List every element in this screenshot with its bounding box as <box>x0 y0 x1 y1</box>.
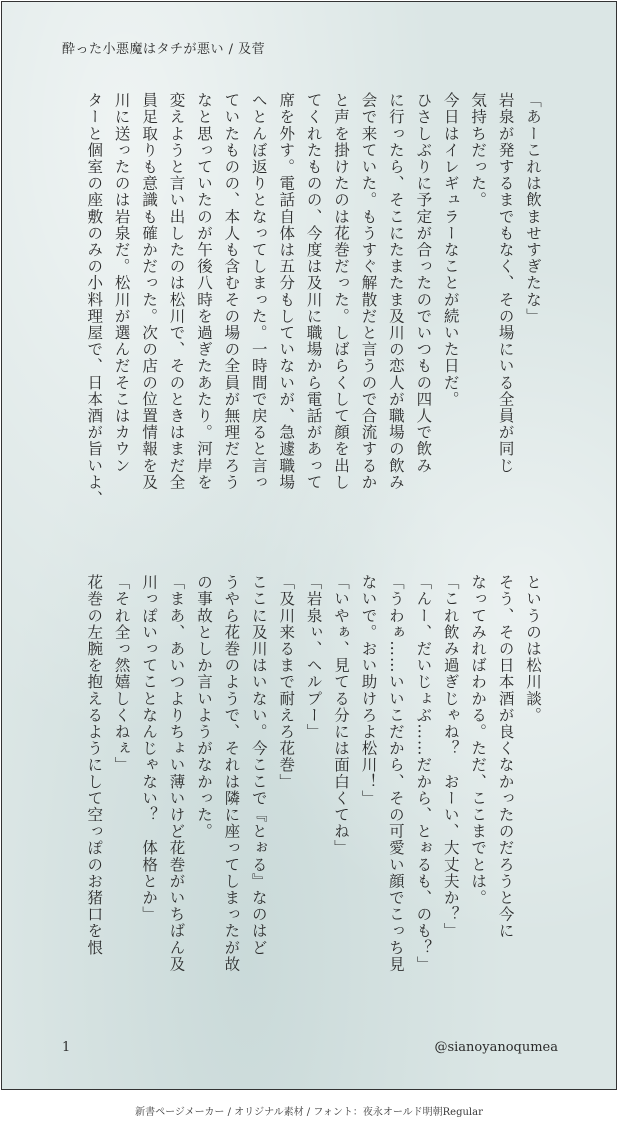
credit-line: 新書ページメーカー / オリジナル素材 / フォント：夜永オールド明朝Regular <box>135 1107 483 1118</box>
text-line: てくれたものの、今度は及川に職場から電話があって <box>304 92 323 491</box>
text-line: 「んー、だいじょぶ……だから、とぉるも、のも？」 <box>414 574 433 973</box>
text-line: というのは松川談。 <box>524 574 542 724</box>
text-line: 今日はイレギュラーなことが続いた日だ。 <box>441 92 460 408</box>
text-line: 岩泉が発するまでもなく、その場にいる全員が同じ <box>496 92 515 474</box>
page-title: 酔った小悪魔はタチが悪い / 及菅 <box>62 42 266 57</box>
text-line: 変えようと言い出したのは松川で、そのときはまだ全 <box>167 92 186 491</box>
text-line: そう、その日本酒が良くなかったのだろうと今に <box>496 574 515 940</box>
novel-page <box>1 1 617 1090</box>
text-line: 川っぽいってことなんじゃない？ 体格とか」 <box>140 574 159 923</box>
text-line: うやら花巻のようで、それは隣に座ってしまったが故 <box>222 574 241 973</box>
text-line: 「及川来るまで耐えろ花巻」 <box>277 574 296 790</box>
text-line: 「うわぁ……いいこだから、その可愛い顔でこっち見 <box>386 574 405 973</box>
text-block-bottom <box>66 574 546 1019</box>
text-line: ひさしぶりに予定が合ったのでいつもの四人で飲み <box>414 92 433 474</box>
page-number: 1 <box>62 1040 71 1055</box>
text-block-top <box>66 92 546 537</box>
text-line: 員足取りも意識も確かだった。次の店の位置情報を及 <box>140 92 159 491</box>
text-line: と声を掛けたのは花巻だった。しばらくして顔を出し <box>332 92 351 491</box>
text-line: に行ったら、そこにたまたま及川の恋人が職場の飲み <box>386 92 405 491</box>
text-line: 席を外す。電話自体は五分もしていないが、急遽職場 <box>277 92 296 491</box>
text-line: 「いやぁ、見てる分には面白くてね」 <box>332 574 351 857</box>
text-line: 「これ飲み過ぎじゃね？ おーい、大丈夫か？」 <box>441 574 460 940</box>
text-line: 「まあ、あいつよりちょい薄いけど花巻がいちばん及 <box>167 574 186 973</box>
text-line: 「岩泉ぃ、ヘルプー」 <box>304 574 323 740</box>
text-line: ターと個室の座敷のみの小料理屋で、日本酒が旨いよ、 <box>85 92 104 507</box>
text-line: 「あーこれは飲ませすぎたな」 <box>524 92 542 325</box>
text-line: 会で来ていた。もうすぐ解散だと言うので合流するか <box>359 92 378 491</box>
text-line: へとんぼ返りとなってしまった。一時間で戻ると言っ <box>249 92 268 491</box>
text-line: なってみればわかる。ただ、ここまでとは。 <box>469 574 488 906</box>
text-line: 気持ちだった。 <box>469 92 488 209</box>
text-line: ていたものの、本人も含むその場の全員が無理だろう <box>222 92 241 491</box>
text-line: 川に送ったのは岩泉だ。松川が選んだそこはカウン <box>112 92 131 474</box>
text-line: の事故としか言いようがなかった。 <box>194 574 213 840</box>
text-line: ないで。おい助けろよ松川！」 <box>359 574 378 807</box>
text-line: ここに及川はいない。今ここで『とぉる』なのはど <box>249 574 268 956</box>
text-line: 「それ全っ然嬉しくねぇ」 <box>112 574 131 774</box>
text-line: 花巻の左腕を抱えるようにして空っぽのお猪口を恨 <box>85 574 104 956</box>
text-line: なと思っていたのが午後八時を過ぎたあたり。河岸を <box>194 92 213 491</box>
author-handle: @sianoyanoqumea <box>434 1040 558 1055</box>
